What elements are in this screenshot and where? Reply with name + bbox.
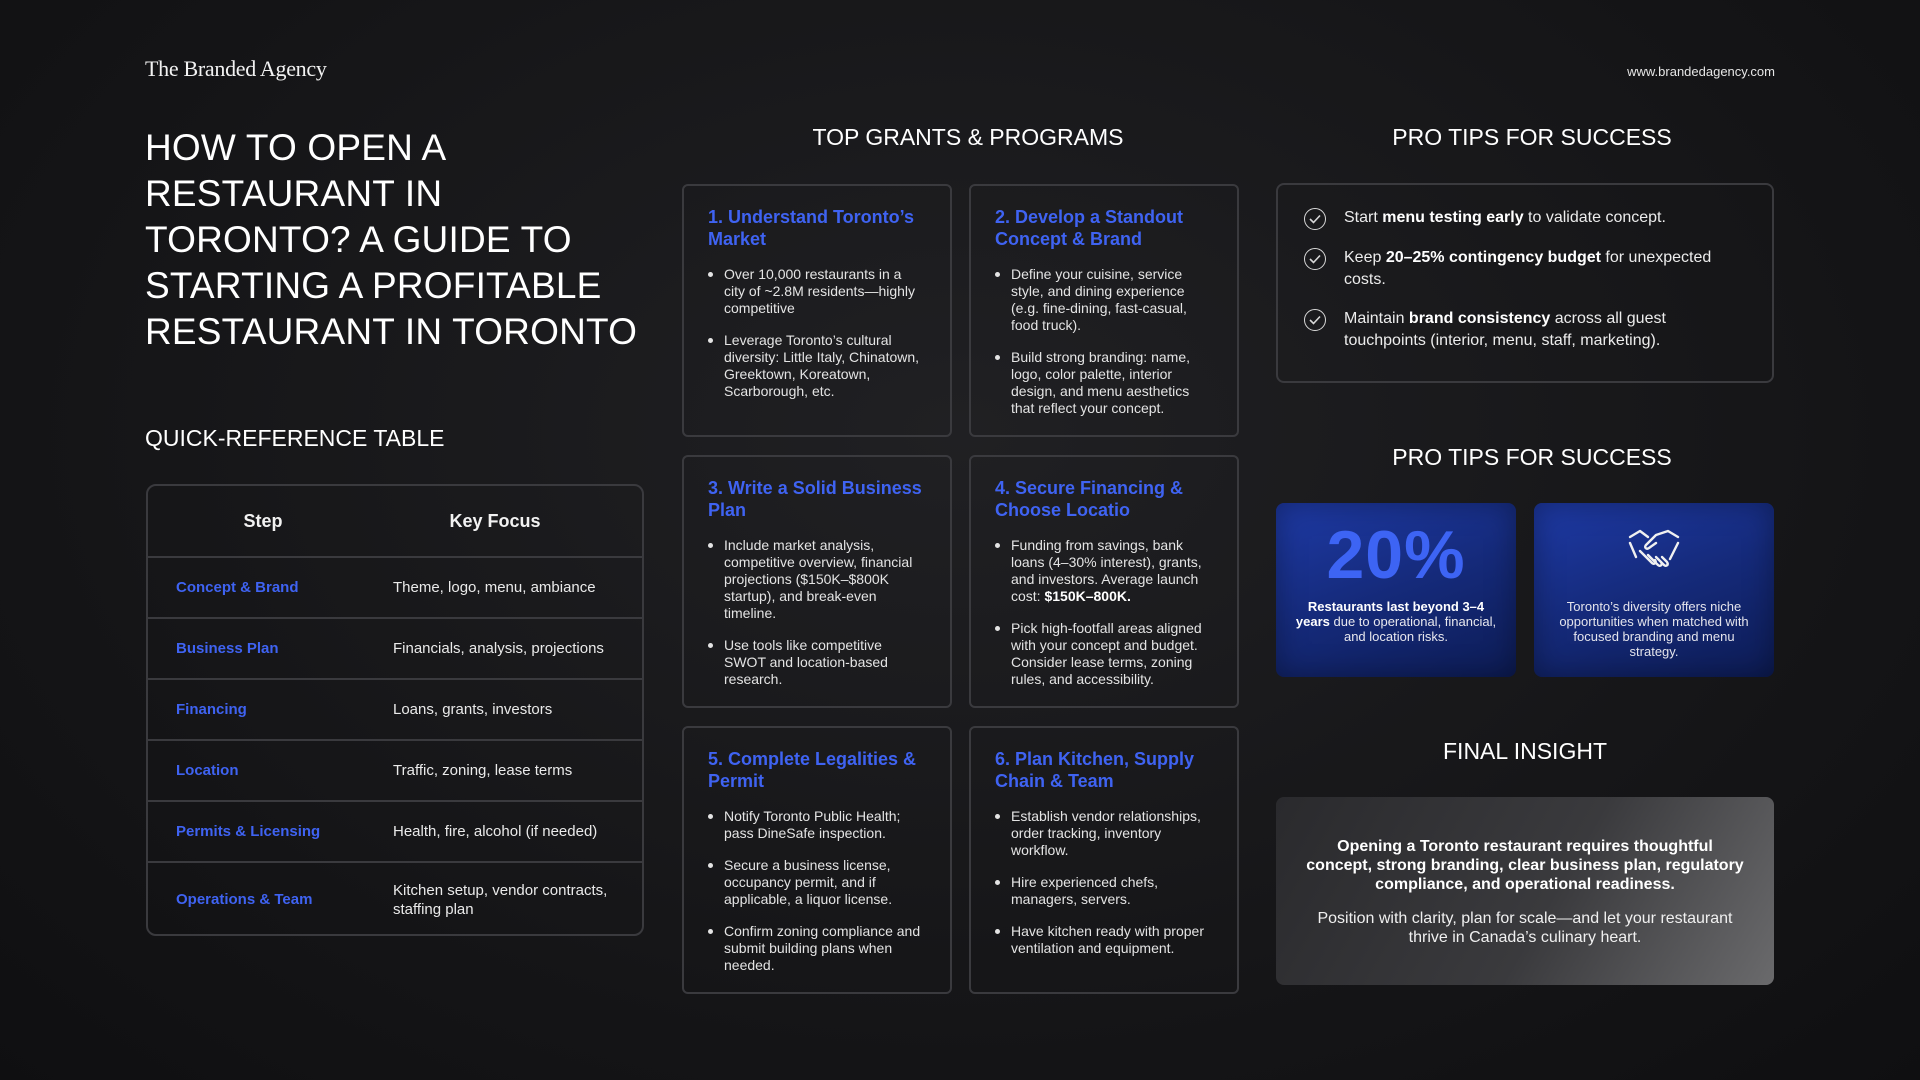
brand-logo: The Branded Agency [145,56,327,81]
row-focus: Health, fire, alcohol (if needed) [393,823,598,840]
list-item: Build strong branding: name, logo, color palette, interior design, and menu aesthetics that reflect your concept. [995,349,1213,417]
grant-card-title: 6. Plan Kitchen, Supply Chain & Team [995,749,1195,791]
check-circle-icon [1304,208,1326,230]
list-item-text: Funding from savings, bank loans (4–30% interest), grants, and investors. Average launch cost: [1011,537,1202,604]
row-step: Location [176,762,239,779]
tip-text: Maintain brand consistency across all guest touchpoints (interior, menu, staff, marketing). [1344,310,1666,349]
insight-text: Position with clarity, plan for scale—and let your restaurant thrive in Canada’s culinary heart. [1317,910,1733,946]
grant-card-concept [969,184,1239,437]
list-item: Include market analysis, competitive overview, financial projections ($150K–$800K startup), and break-even timeline. [708,537,926,622]
final-insight-box [1276,797,1774,985]
grant-card-legalities [682,726,952,994]
handshake-icon [1626,527,1682,577]
row-step: Operations & Team [176,891,313,908]
pro-tips-heading-2: PRO TIPS FOR SUCCESS [1392,444,1672,470]
tip-text: Keep 20–25% contingency budget for unexpected costs. [1344,249,1712,288]
website-url[interactable]: www.brandedagency.com [1627,64,1775,79]
grant-card-kitchen [969,726,1239,994]
grant-card-title: 3. Write a Solid Business Plan [708,478,922,520]
grant-card-title: 2. Develop a Standout Concept & Brand [995,207,1184,249]
quick-reference-heading: QUICK-REFERENCE TABLE [145,425,445,451]
list-item: Notify Toronto Public Health; pass DineSafe inspection. [708,808,926,842]
list-item: Have kitchen ready with proper ventilation and equipment. [995,923,1213,957]
column-header-key-focus: Key Focus [449,510,541,531]
row-step: Concept & Brand [176,579,299,596]
row-focus: Kitchen setup, vendor contracts, staffing plan [393,881,608,918]
row-focus: Traffic, zoning, lease terms [393,762,573,779]
pro-tips-box [1276,183,1774,383]
grant-card-market [682,184,952,437]
list-item: Pick high-footfall areas aligned with your concept and budget. Consider lease terms, zoning rules, and accessibility. [995,620,1213,688]
grant-card-financing [969,455,1239,708]
table-row [148,802,642,863]
check-circle-icon [1304,248,1326,270]
survival-stat-card [1276,503,1516,677]
grant-card-business-plan [682,455,952,708]
tip-item [1304,207,1746,230]
list-item: Define your cuisine, service style, and dining experience (e.g. fine-dining, fast-casual, food truck). [995,266,1213,334]
table-row [148,680,642,741]
row-focus: Financials, analysis, projections [393,640,604,657]
tip-item [1304,247,1746,291]
table-row [148,619,642,680]
row-focus: Loans, grants, investors [393,701,553,718]
grant-card-title: 1. Understand Toronto’s Market [708,207,915,249]
diversity-text: Toronto’s diversity offers niche opportunities when matched with focused branding and menu strategy. [1559,599,1749,659]
final-insight-heading: FINAL INSIGHT [1443,738,1607,764]
list-item-bold: $150K–800K. [1044,588,1131,604]
table-row [148,558,642,619]
pro-tips-heading: PRO TIPS FOR SUCCESS [1392,124,1672,150]
insight-bold-text: Opening a Toronto restaurant requires thoughtful concept, strong branding, clear business plan, regulatory compliance, and operational readiness. [1306,838,1744,893]
table-header [148,486,642,558]
tip-item [1304,308,1746,352]
table-row [148,741,642,802]
list-item: Hire experienced chefs, managers, servers. [995,874,1213,908]
quick-reference-table [146,484,644,936]
check-circle-icon [1304,309,1326,331]
row-step: Financing [176,701,247,718]
diversity-card [1534,503,1774,677]
stat-value: 20% [1326,517,1466,593]
list-item: Leverage Toronto’s cultural diversity: Little Italy, Chinatown, Greektown, Koreatown, Scarborough, etc. [708,332,926,400]
stat-description: Restaurants last beyond 3–4 years due to operational, financial, and location risks. [1295,599,1497,644]
table-row [148,863,642,936]
list-item [995,537,1213,605]
list-item: Establish vendor relationships, order tracking, inventory workflow. [995,808,1213,859]
grant-card-title: 5. Complete Legalities & Permit [708,749,917,791]
grants-heading: TOP GRANTS & PROGRAMS [812,124,1124,150]
column-header-step: Step [243,510,283,531]
list-item: Use tools like competitive SWOT and location-based research. [708,637,926,688]
page-title: HOW TO OPEN A RESTAURANT IN TORONTO? A GUIDE TO STARTING A PROFITABLE RESTAURANT IN TORONTO [145,127,638,352]
list-item: Over 10,000 restaurants in a city of ~2.8M residents—highly competitive [708,266,926,317]
list-item: Secure a business license, occupancy permit, and if applicable, a liquor license. [708,857,926,908]
grant-card-title: 4. Secure Financing & Choose Locatio [995,478,1184,520]
row-step: Business Plan [176,640,279,657]
list-item: Confirm zoning compliance and submit building plans when needed. [708,923,926,974]
row-focus: Theme, logo, menu, ambiance [393,579,596,596]
tip-text: Start menu testing early to validate concept. [1344,209,1666,226]
row-step: Permits & Licensing [176,823,321,840]
